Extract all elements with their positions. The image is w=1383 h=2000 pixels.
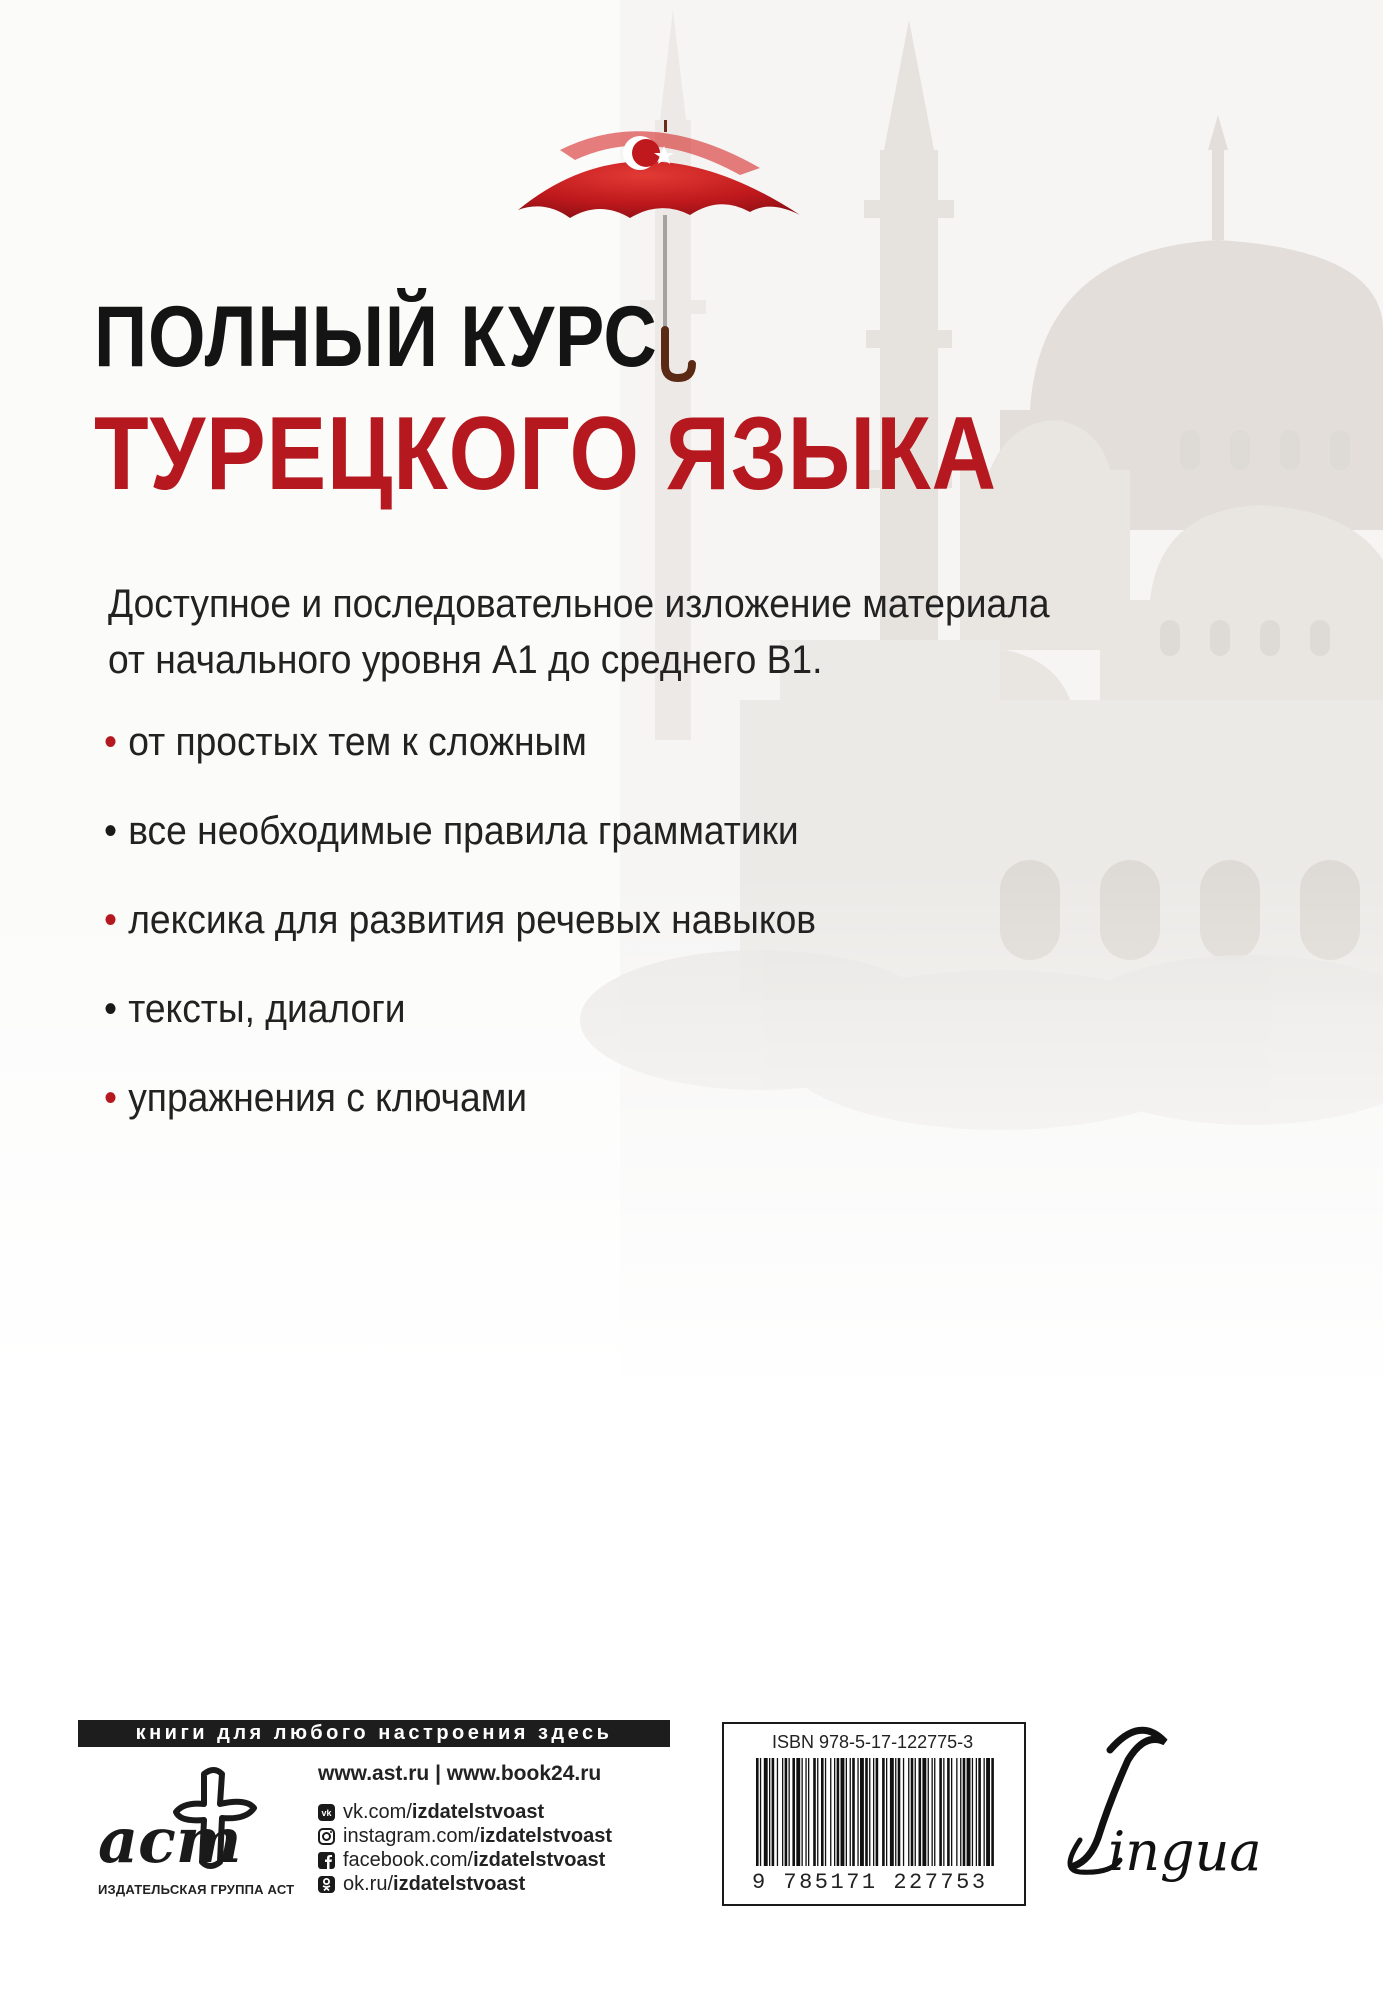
social-link-instagram[interactable]	[318, 1824, 612, 1848]
features-list	[104, 720, 870, 1165]
barcode-bar	[978, 1758, 981, 1866]
barcode-bar	[837, 1758, 840, 1866]
barcode-bar	[943, 1758, 944, 1866]
barcode-bar	[986, 1758, 990, 1866]
barcode-bar	[882, 1758, 885, 1866]
title-line-1: ПОЛНЫЙ КУРС	[94, 289, 658, 385]
barcode-bar	[857, 1758, 858, 1866]
barcode-bar	[813, 1758, 816, 1866]
publisher-websites[interactable]: www.ast.ru | www.book24.ru	[318, 1762, 602, 1785]
social-prefix: ok.ru/	[343, 1872, 394, 1895]
barcode-bar	[769, 1758, 770, 1866]
barcode-bar	[963, 1758, 966, 1866]
ast-logo-text: аст	[98, 1804, 242, 1874]
social-link-ok[interactable]	[318, 1872, 612, 1896]
barcode-bar	[817, 1758, 818, 1866]
barcode-bar	[777, 1758, 778, 1866]
social-prefix: vk.com/	[343, 1800, 412, 1823]
barcode-bar	[873, 1758, 874, 1866]
barcode-bar	[850, 1758, 851, 1866]
barcode-bar	[789, 1758, 790, 1866]
barcode-bar	[869, 1758, 870, 1866]
barcode-bar	[808, 1758, 809, 1866]
barcode-bar	[792, 1758, 795, 1866]
barcode-bar	[782, 1758, 783, 1866]
social-links	[318, 1800, 612, 1896]
feature-text: от простых тем к сложным	[128, 720, 587, 764]
isbn-label: ISBN 978-5-17-122775-3	[772, 1732, 974, 1752]
barcode-bar	[796, 1758, 800, 1866]
barcode-bar	[825, 1758, 826, 1866]
barcode-bar	[898, 1758, 901, 1866]
social-prefix: facebook.com/	[343, 1848, 474, 1871]
vk-icon	[318, 1804, 335, 1821]
barcode-bar	[976, 1758, 977, 1866]
bullet-icon: •	[104, 987, 118, 1031]
barcode-bar	[886, 1758, 887, 1866]
svg-text:vk: vk	[321, 1807, 332, 1818]
barcode-bar	[915, 1758, 916, 1866]
barcode-bar	[821, 1758, 824, 1866]
barcode-bar	[960, 1758, 961, 1866]
barcode-bar	[922, 1758, 926, 1866]
barcode-bar	[919, 1758, 922, 1866]
bullet-icon: •	[104, 898, 118, 942]
barcode-bar	[934, 1758, 935, 1866]
social-handle: izdatelstvoast	[393, 1872, 526, 1895]
lingua-text: ingua	[1108, 1820, 1262, 1883]
barcode-bar	[890, 1758, 894, 1866]
barcode-bar	[846, 1758, 847, 1866]
feature-text: упражнения с ключами	[128, 1076, 528, 1120]
barcode-bar	[764, 1758, 768, 1866]
feature-text: тексты, диалоги	[128, 987, 406, 1031]
social-prefix: instagram.com/	[343, 1824, 480, 1847]
lingua-logo	[1050, 1720, 1310, 1890]
facebook-icon	[318, 1852, 335, 1869]
barcode-bar	[805, 1758, 806, 1866]
barcode-bar	[772, 1758, 775, 1866]
barcode-bar	[895, 1758, 896, 1866]
list-item	[104, 898, 816, 987]
barcode-bar	[947, 1758, 950, 1866]
list-item	[104, 1076, 816, 1165]
bullet-icon: •	[104, 1076, 118, 1120]
barcode-bar	[756, 1758, 759, 1866]
barcode-bar	[984, 1758, 985, 1866]
publisher-caption: ИЗДАТЕЛЬСКАЯ ГРУППА АСТ	[98, 1882, 295, 1897]
social-link-vk[interactable]	[318, 1800, 612, 1824]
barcode-bar	[967, 1758, 971, 1866]
intro-paragraph	[108, 576, 1050, 688]
barcode-bar	[876, 1758, 879, 1866]
social-handle: izdatelstvoast	[473, 1848, 606, 1871]
social-handle: izdatelstvoast	[411, 1800, 545, 1823]
barcode-bar	[760, 1758, 761, 1866]
ok-icon	[318, 1876, 335, 1893]
barcode-bar	[908, 1758, 909, 1866]
barcode-bar	[903, 1758, 904, 1866]
list-item	[104, 720, 816, 809]
instagram-icon	[318, 1828, 335, 1845]
barcode-bar	[802, 1758, 803, 1866]
social-link-facebook[interactable]	[318, 1848, 612, 1872]
barcode-bar	[932, 1758, 933, 1866]
title-line-2: ТУРЕЦКОГО ЯЗЫКА	[94, 396, 997, 512]
publisher-slogan: книги для любого настроения здесь	[78, 1720, 670, 1747]
barcode-bar	[834, 1758, 835, 1866]
barcode-icon	[754, 1758, 994, 1866]
feature-text: все необходимые правила грамматики	[128, 809, 799, 853]
barcode-bar	[865, 1758, 868, 1866]
barcode-bar	[860, 1758, 864, 1866]
barcode-bar	[830, 1758, 831, 1866]
intro-line-2: от начального уровня А1 до среднего В1.	[108, 638, 823, 682]
barcode-bar	[972, 1758, 973, 1866]
bullet-icon: •	[104, 720, 118, 764]
list-item	[104, 987, 816, 1076]
feature-text: лексика для развития речевых навыков	[128, 898, 817, 942]
barcode-bar	[928, 1758, 929, 1866]
barcode-digits: 9 785171 227753	[752, 1870, 988, 1895]
barcode-bar	[852, 1758, 855, 1866]
barcode-bar	[951, 1758, 952, 1866]
intro-line-1: Доступное и последовательное изложение материала	[108, 582, 1050, 626]
barcode-bar	[911, 1758, 914, 1866]
social-handle: izdatelstvoast	[479, 1824, 612, 1847]
barcode-bar	[841, 1758, 845, 1866]
barcode-bar	[991, 1758, 994, 1866]
bullet-icon: •	[104, 809, 118, 853]
barcode-bar	[939, 1758, 942, 1866]
list-item	[104, 809, 816, 898]
barcode-block	[722, 1722, 1026, 1906]
barcode-bar	[785, 1758, 788, 1866]
barcode-bar	[956, 1758, 957, 1866]
ast-logo	[96, 1764, 266, 1874]
